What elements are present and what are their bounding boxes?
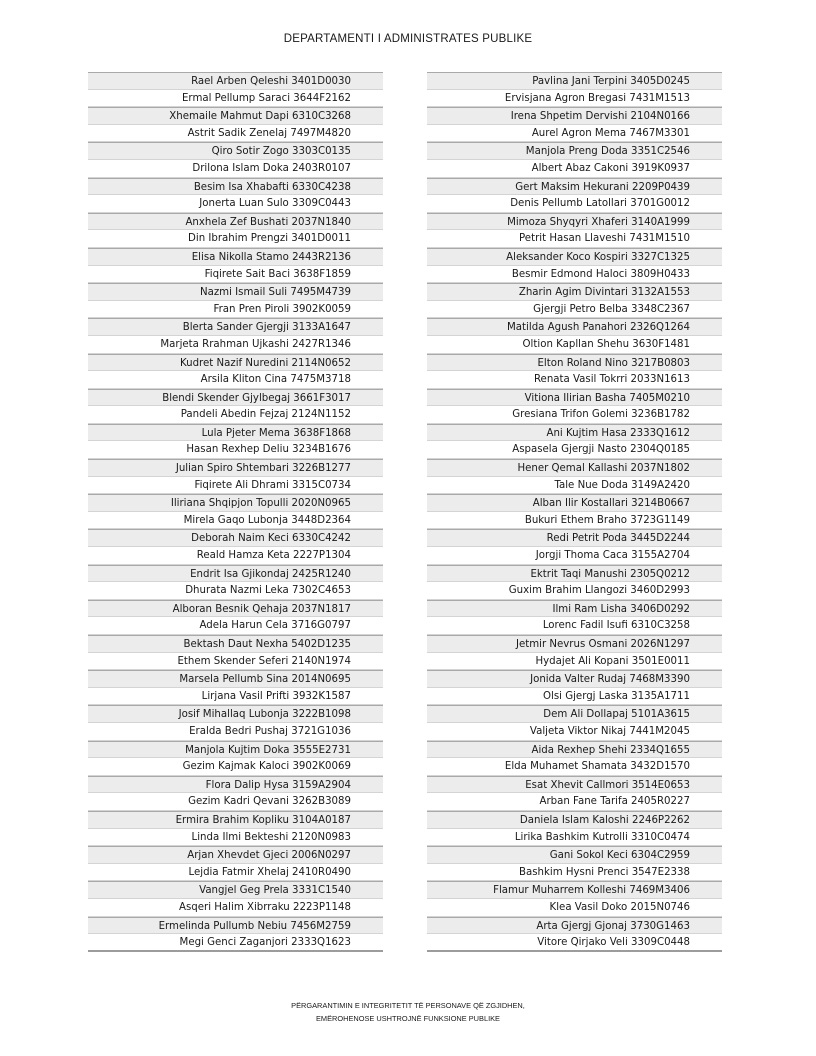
table-row: Julian Spiro Shtembari 3226B1277 bbox=[88, 459, 383, 477]
table-row: Renata Vasil Tokrri 2033N1613 bbox=[427, 371, 722, 389]
table-row: Eralda Bedri Pushaj 3721G1036 bbox=[88, 723, 383, 741]
table-row: Asqeri Halim Xibrraku 2223P1148 bbox=[88, 899, 383, 917]
table-row: Ermelinda Pullumb Nebiu 7456M2759 bbox=[88, 917, 383, 935]
table-row: Arsila Kliton Cina 7475M3718 bbox=[88, 371, 383, 389]
table-row: Iliriana Shqipjon Topulli 2020N0965 bbox=[88, 494, 383, 512]
table-row: Arban Fane Tarifa 2405R0227 bbox=[427, 793, 722, 811]
table-row: Hener Qemal Kallashi 2037N1802 bbox=[427, 459, 722, 477]
footer-line-1: PËRGARANTIMIN E INTEGRITETIT TË PERSONAVE QË ZGJIDHEN, bbox=[291, 1001, 525, 1010]
table-row: Dem Ali Dollapaj 5101A3615 bbox=[427, 705, 722, 723]
table-row: Hasan Rexhep Deliu 3234B1676 bbox=[88, 441, 383, 459]
table-row: Olsi Gjergj Laska 3135A1711 bbox=[427, 688, 722, 706]
table-row: Arjan Xhevdet Gjeci 2006N0297 bbox=[88, 846, 383, 864]
table-row: Besim Isa Xhabafti 6330C4238 bbox=[88, 178, 383, 196]
table-row: Blerta Sander Gjergji 3133A1647 bbox=[88, 318, 383, 336]
table-row: Bektash Daut Nexha 5402D1235 bbox=[88, 635, 383, 653]
table-row: Blendi Skender Gjylbegaj 3661F3017 bbox=[88, 389, 383, 407]
table-row: Manjola Preng Doda 3351C2546 bbox=[427, 142, 722, 160]
left-name-column bbox=[88, 72, 383, 952]
table-row: Lula Pjeter Mema 3638F1868 bbox=[88, 424, 383, 442]
table-row: Lorenc Fadil Isufi 6310C3258 bbox=[427, 617, 722, 635]
table-row: Lirjana Vasil Prifti 3932K1587 bbox=[88, 688, 383, 706]
table-row: Astrit Sadik Zenelaj 7497M4820 bbox=[88, 125, 383, 143]
footer-line-2: EMËROHENOSE USHTROJNË FUNKSIONE PUBLIKE bbox=[316, 1013, 500, 1023]
table-row: Esat Xhevit Callmori 3514E0653 bbox=[427, 776, 722, 794]
table-row: Mimoza Shyqyri Xhaferi 3140A1999 bbox=[427, 213, 722, 231]
table-row: Petrit Hasan Llaveshi 7431M1510 bbox=[427, 230, 722, 248]
table-row: Adela Harun Cela 3716G0797 bbox=[88, 617, 383, 635]
table-row: Gani Sokol Keci 6304C2959 bbox=[427, 846, 722, 864]
table-row: Tale Nue Doda 3149A2420 bbox=[427, 477, 722, 495]
table-row: Bukuri Ethem Braho 3723G1149 bbox=[427, 512, 722, 530]
table-row: Besmir Edmond Haloci 3809H0433 bbox=[427, 266, 722, 284]
table-row: Hydajet Ali Kopani 3501E0011 bbox=[427, 653, 722, 671]
table-row: Din Ibrahim Prengzi 3401D0011 bbox=[88, 230, 383, 248]
table-row: Endrit Isa Gjikondaj 2425R1240 bbox=[88, 565, 383, 583]
table-row: Bashkim Hysni Prenci 3547E2338 bbox=[427, 864, 722, 882]
table-row: Vitore Qirjako Veli 3309C0448 bbox=[427, 934, 722, 952]
table-row: Ethem Skender Seferi 2140N1974 bbox=[88, 653, 383, 671]
table-row: Alban Ilir Kostallari 3214B0667 bbox=[427, 494, 722, 512]
table-row: Josif Mihallaq Lubonja 3222B1098 bbox=[88, 705, 383, 723]
table-row: Ektrit Taqi Manushi 2305Q0212 bbox=[427, 565, 722, 583]
table-row: Ilmi Ram Lisha 3406D0292 bbox=[427, 600, 722, 618]
table-row: Dhurata Nazmi Leka 7302C4653 bbox=[88, 582, 383, 600]
table-row: Elisa Nikolla Stamo 2443R2136 bbox=[88, 248, 383, 266]
table-row: Flora Dalip Hysa 3159A2904 bbox=[88, 776, 383, 794]
table-row: Pavlina Jani Terpini 3405D0245 bbox=[427, 72, 722, 90]
table-row: Drilona Islam Doka 2403R0107 bbox=[88, 160, 383, 178]
table-row: Valjeta Viktor Nikaj 7441M2045 bbox=[427, 723, 722, 741]
table-row: Fiqirete Ali Dhrami 3315C0734 bbox=[88, 477, 383, 495]
table-row: Zharin Agim Divintari 3132A1553 bbox=[427, 283, 722, 301]
table-row: Elton Roland Nino 3217B0803 bbox=[427, 354, 722, 372]
table-row: Alboran Besnik Qehaja 2037N1817 bbox=[88, 600, 383, 618]
table-row: Fiqirete Sait Baci 3638F1859 bbox=[88, 266, 383, 284]
table-row: Manjola Kujtim Doka 3555E2731 bbox=[88, 741, 383, 759]
table-row: Arta Gjergj Gjonaj 3730G1463 bbox=[427, 917, 722, 935]
table-row: Guxim Brahim Llangozi 3460D2993 bbox=[427, 582, 722, 600]
table-row: Deborah Naim Keci 6330C4242 bbox=[88, 529, 383, 547]
table-row: Gjergji Petro Belba 3348C2367 bbox=[427, 301, 722, 319]
table-row: Qiro Sotir Zogo 3303C0135 bbox=[88, 142, 383, 160]
table-row: Vangjel Geg Prela 3331C1540 bbox=[88, 881, 383, 899]
table-row: Vitiona Ilirian Basha 7405M0210 bbox=[427, 389, 722, 407]
table-row: Jonerta Luan Sulo 3309C0443 bbox=[88, 195, 383, 213]
table-row: Lejdia Fatmir Xhelaj 2410R0490 bbox=[88, 864, 383, 882]
table-row: Denis Pellumb Latollari 3701G0012 bbox=[427, 195, 722, 213]
table-row: Ermira Brahim Kopliku 3104A0187 bbox=[88, 811, 383, 829]
page-title: DEPARTAMENTI I ADMINISTRATES PUBLIKE bbox=[283, 33, 533, 45]
right-name-column bbox=[427, 72, 722, 952]
table-row: Oltion Kapllan Shehu 3630F1481 bbox=[427, 336, 722, 354]
table-row: Megi Genci Zaganjori 2333Q1623 bbox=[88, 934, 383, 952]
table-row: Ani Kujtim Hasa 2333Q1612 bbox=[427, 424, 722, 442]
table-row: Anxhela Zef Bushati 2037N1840 bbox=[88, 213, 383, 231]
table-row: Matilda Agush Panahori 2326Q1264 bbox=[427, 318, 722, 336]
table-row: Marsela Pellumb Sina 2014N0695 bbox=[88, 670, 383, 688]
table-row: Jorgji Thoma Caca 3155A2704 bbox=[427, 547, 722, 565]
table-row: Aleksander Koco Kospiri 3327C1325 bbox=[427, 248, 722, 266]
table-row: Gresiana Trifon Golemi 3236B1782 bbox=[427, 406, 722, 424]
table-row: Fran Pren Piroli 3902K0059 bbox=[88, 301, 383, 319]
table-row: Elda Muhamet Shamata 3432D1570 bbox=[427, 758, 722, 776]
table-row: Kudret Nazif Nuredini 2114N0652 bbox=[88, 354, 383, 372]
table-row: Aida Rexhep Shehi 2334Q1655 bbox=[427, 741, 722, 759]
table-row: Flamur Muharrem Kolleshi 7469M3406 bbox=[427, 881, 722, 899]
table-row: Mirela Gaqo Lubonja 3448D2364 bbox=[88, 512, 383, 530]
table-row: Rael Arben Qeleshi 3401D0030 bbox=[88, 72, 383, 90]
table-row: Ermal Pellump Saraci 3644F2162 bbox=[88, 90, 383, 108]
table-row: Marjeta Rrahman Ujkashi 2427R1346 bbox=[88, 336, 383, 354]
table-row: Xhemaile Mahmut Dapi 6310C3268 bbox=[88, 107, 383, 125]
table-row: Reald Hamza Keta 2227P1304 bbox=[88, 547, 383, 565]
table-row: Daniela Islam Kaloshi 2246P2262 bbox=[427, 811, 722, 829]
table-row: Gert Maksim Hekurani 2209P0439 bbox=[427, 178, 722, 196]
table-row: Irena Shpetim Dervishi 2104N0166 bbox=[427, 107, 722, 125]
table-row: Nazmi Ismail Suli 7495M4739 bbox=[88, 283, 383, 301]
table-row: Linda Ilmi Bekteshi 2120N0983 bbox=[88, 829, 383, 847]
table-row: Aurel Agron Mema 7467M3301 bbox=[427, 125, 722, 143]
table-row: Jonida Valter Rudaj 7468M3390 bbox=[427, 670, 722, 688]
table-row: Redi Petrit Poda 3445D2244 bbox=[427, 529, 722, 547]
footer bbox=[0, 1000, 816, 1025]
table-row: Albert Abaz Cakoni 3919K0937 bbox=[427, 160, 722, 178]
table-row: Ervisjana Agron Bregasi 7431M1513 bbox=[427, 90, 722, 108]
table-row: Aspasela Gjergji Nasto 2304Q0185 bbox=[427, 441, 722, 459]
table-row: Pandeli Abedin Fejzaj 2124N1152 bbox=[88, 406, 383, 424]
table-row: Gezim Kajmak Kaloci 3902K0069 bbox=[88, 758, 383, 776]
table-row: Klea Vasil Doko 2015N0746 bbox=[427, 899, 722, 917]
table-row: Jetmir Nevrus Osmani 2026N1297 bbox=[427, 635, 722, 653]
table-row: Lirika Bashkim Kutrolli 3310C0474 bbox=[427, 829, 722, 847]
table-row: Gezim Kadri Qevani 3262B3089 bbox=[88, 793, 383, 811]
